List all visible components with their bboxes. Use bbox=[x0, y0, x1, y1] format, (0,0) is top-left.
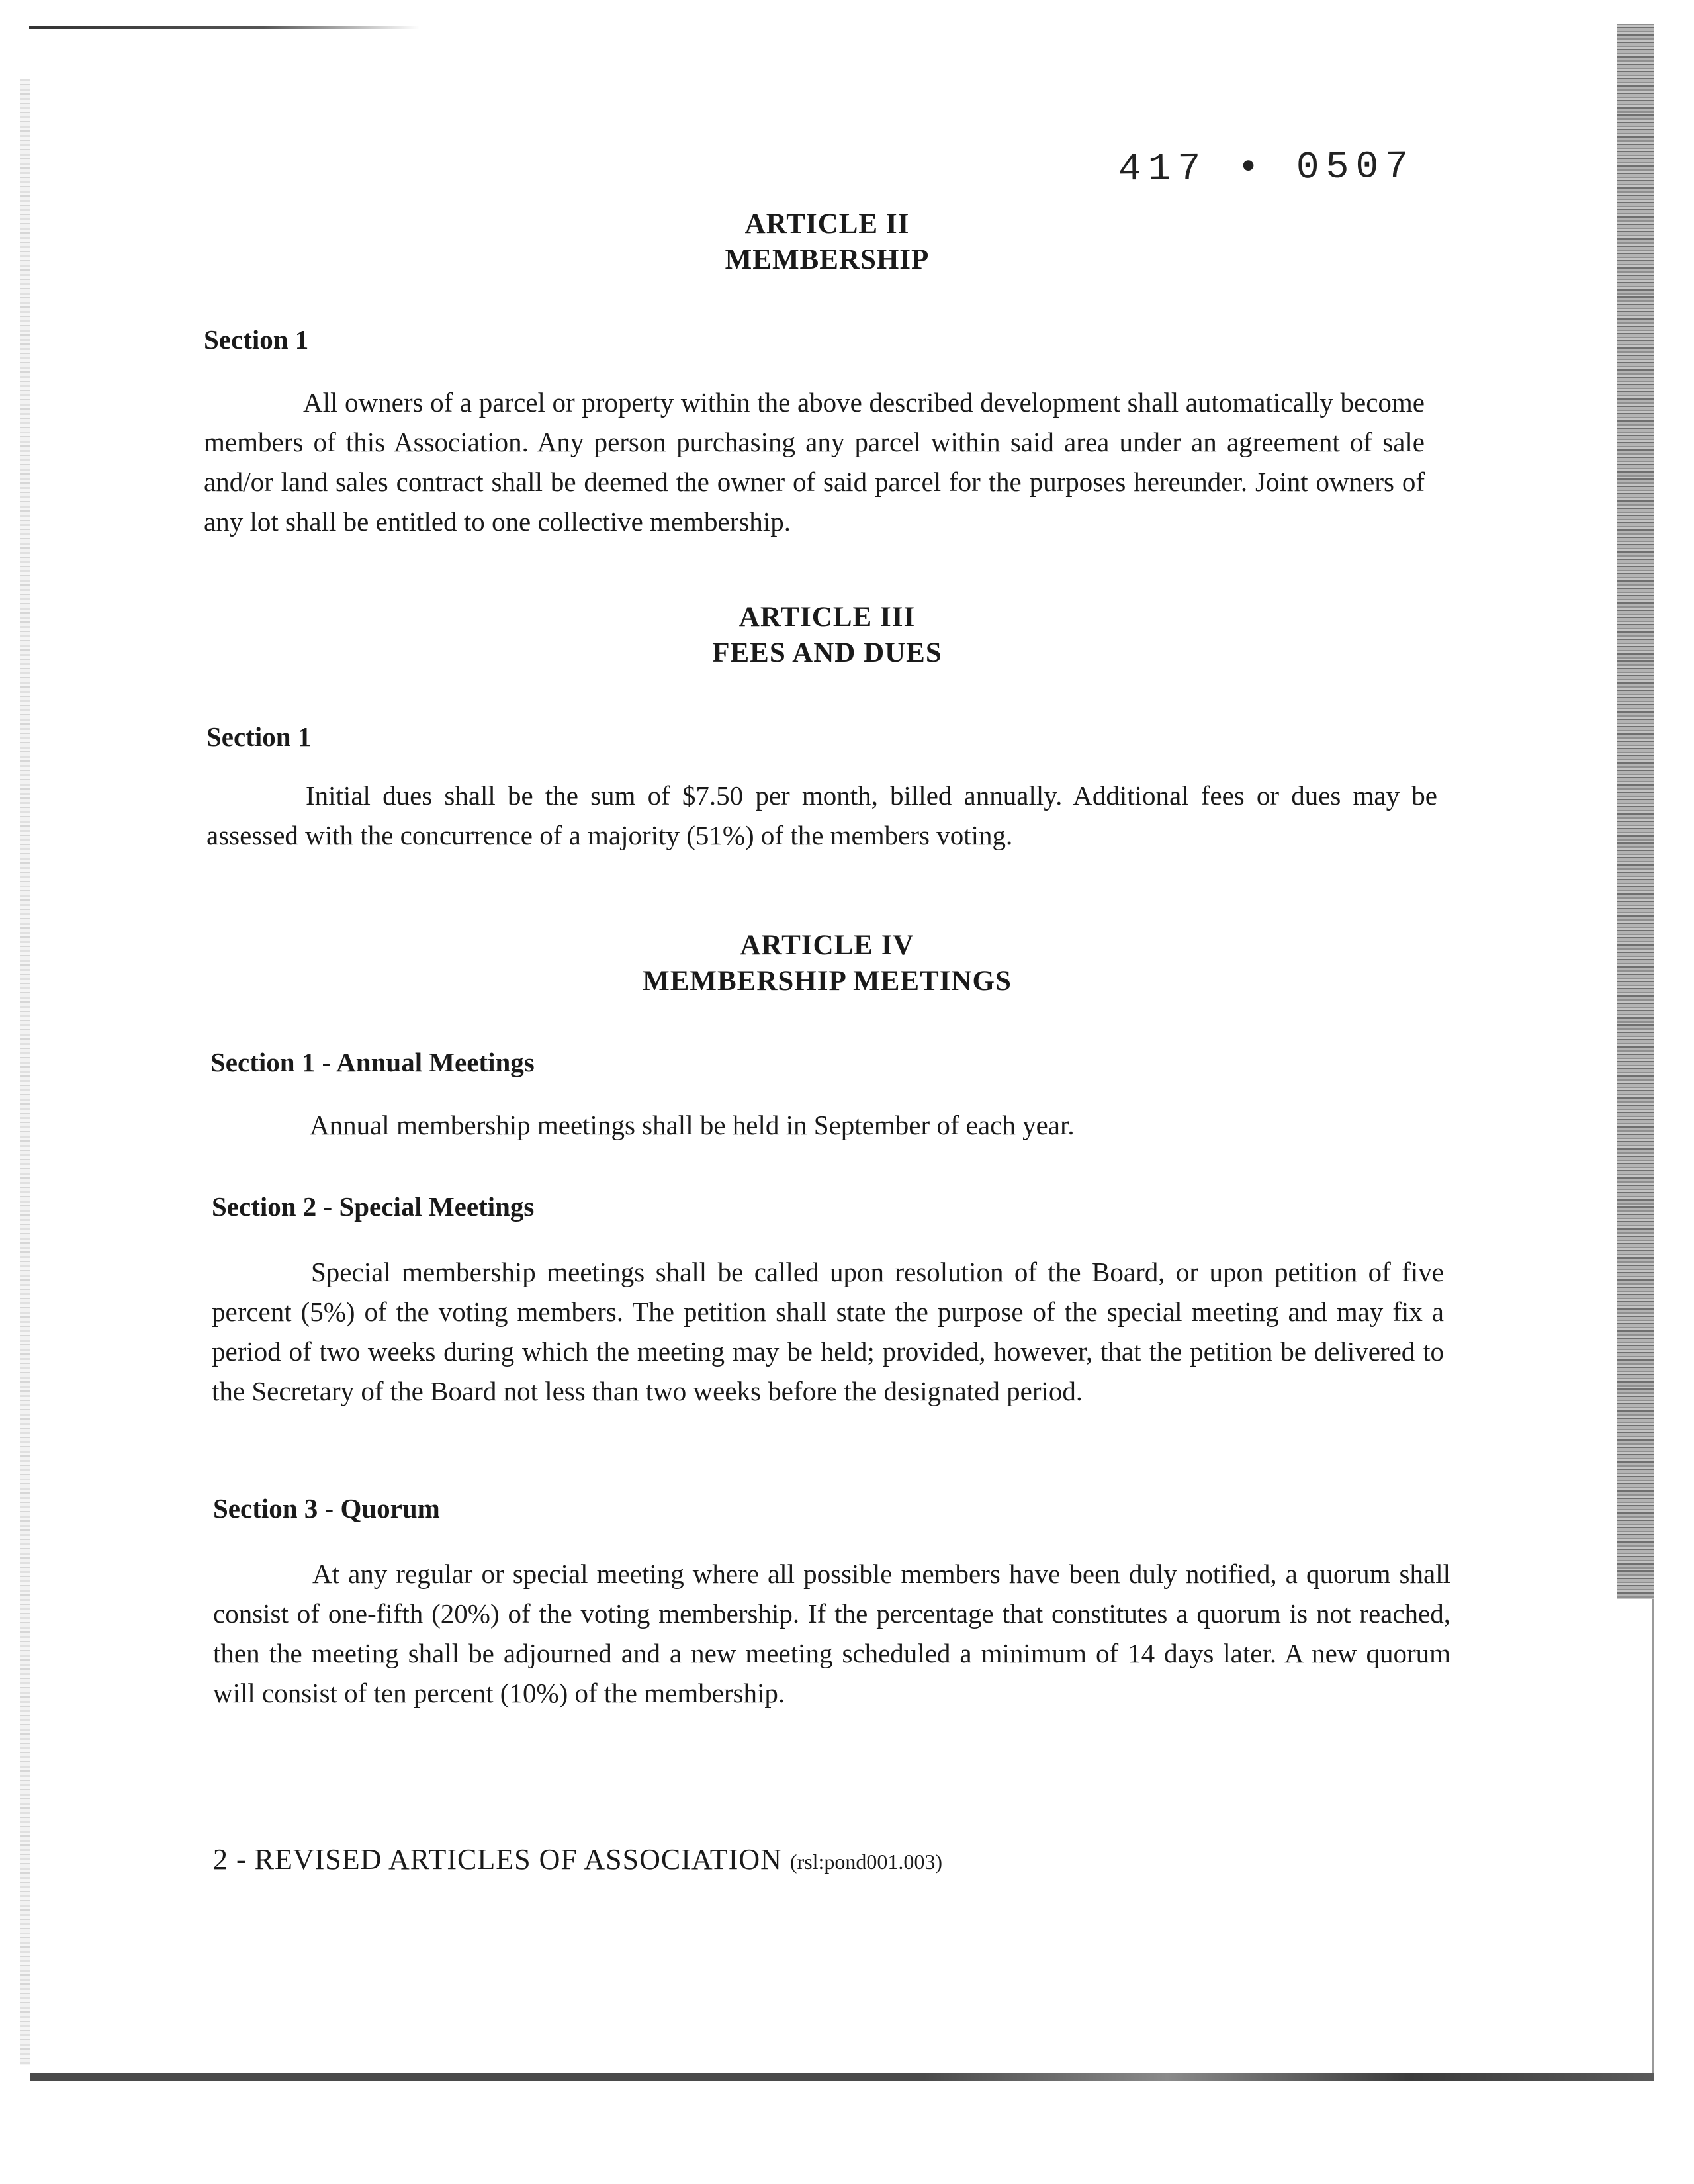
article-3-title: ARTICLE III bbox=[738, 602, 916, 633]
footer-file-code: (rsl:pond001.003) bbox=[789, 1850, 943, 1874]
article-2-subtitle: MEMBERSHIP bbox=[725, 244, 930, 275]
article-3-subtitle: FEES AND DUES bbox=[712, 637, 942, 668]
article-4-section-3-text: At any regular or special meeting where all possible members have been duly notified, a quorum shall consist of one-fifth (20%) of the voting membership. If the percentage that constitutes a quorum is not reached, then the meeting shall be adjourned and a new meeting scheduled a minimum of 14 days later. A new quorum will consist of ten percent (10%) of the membership. bbox=[213, 1559, 1450, 1708]
article-4-section-2-text: Special membership meetings shall be called upon resolution of the Board, or upon petition of five percent (5%) of the voting members. The petition shall state the purpose of the special meeting and may fix a period of two weeks during which the meeting may be held; provided, however, that the petition be delivered to the Secretary of the Board not less than two weeks before the designated period. bbox=[212, 1257, 1444, 1406]
article-2-section-1-heading: Section 1 bbox=[204, 324, 309, 355]
article-4-section-3-heading: Section 3 - Quorum bbox=[213, 1493, 440, 1524]
article-2-title: ARTICLE II bbox=[744, 208, 910, 240]
article-4-section-1-text: Annual membership meetings shall be held in September of each year. bbox=[310, 1110, 1075, 1140]
article-2-section-1-text: All owners of a parcel or property within the above described development shall automatically become members of this Association. Any person purchasing any parcel within said area under an agreement of sale and/or land sales contract shall be deemed the owner of said parcel for the purposes hereunder. Joint owners of any lot shall be entitled to one collective membership. bbox=[204, 387, 1425, 537]
article-4-section-2-heading: Section 2 - Special Meetings bbox=[212, 1191, 535, 1222]
article-4-section-1-heading: Section 1 - Annual Meetings bbox=[210, 1047, 535, 1077]
page-stamp-number: 417 • 0507 bbox=[1118, 145, 1415, 192]
article-3-section-1-text: Initial dues shall be the sum of $7.50 per month, billed annually. Additional fees or dues may be assessed with the concurrence of a majority (51%) of the members voting. bbox=[206, 780, 1437, 850]
article-4-title: ARTICLE IV bbox=[740, 930, 914, 961]
page-footer bbox=[213, 1841, 942, 1880]
article-3-section-1-heading: Section 1 bbox=[206, 721, 312, 752]
article-4-subtitle: MEMBERSHIP MEETINGS bbox=[643, 966, 1012, 997]
footer-label: 2 - REVISED ARTICLES OF ASSOCIATION bbox=[213, 1843, 782, 1876]
